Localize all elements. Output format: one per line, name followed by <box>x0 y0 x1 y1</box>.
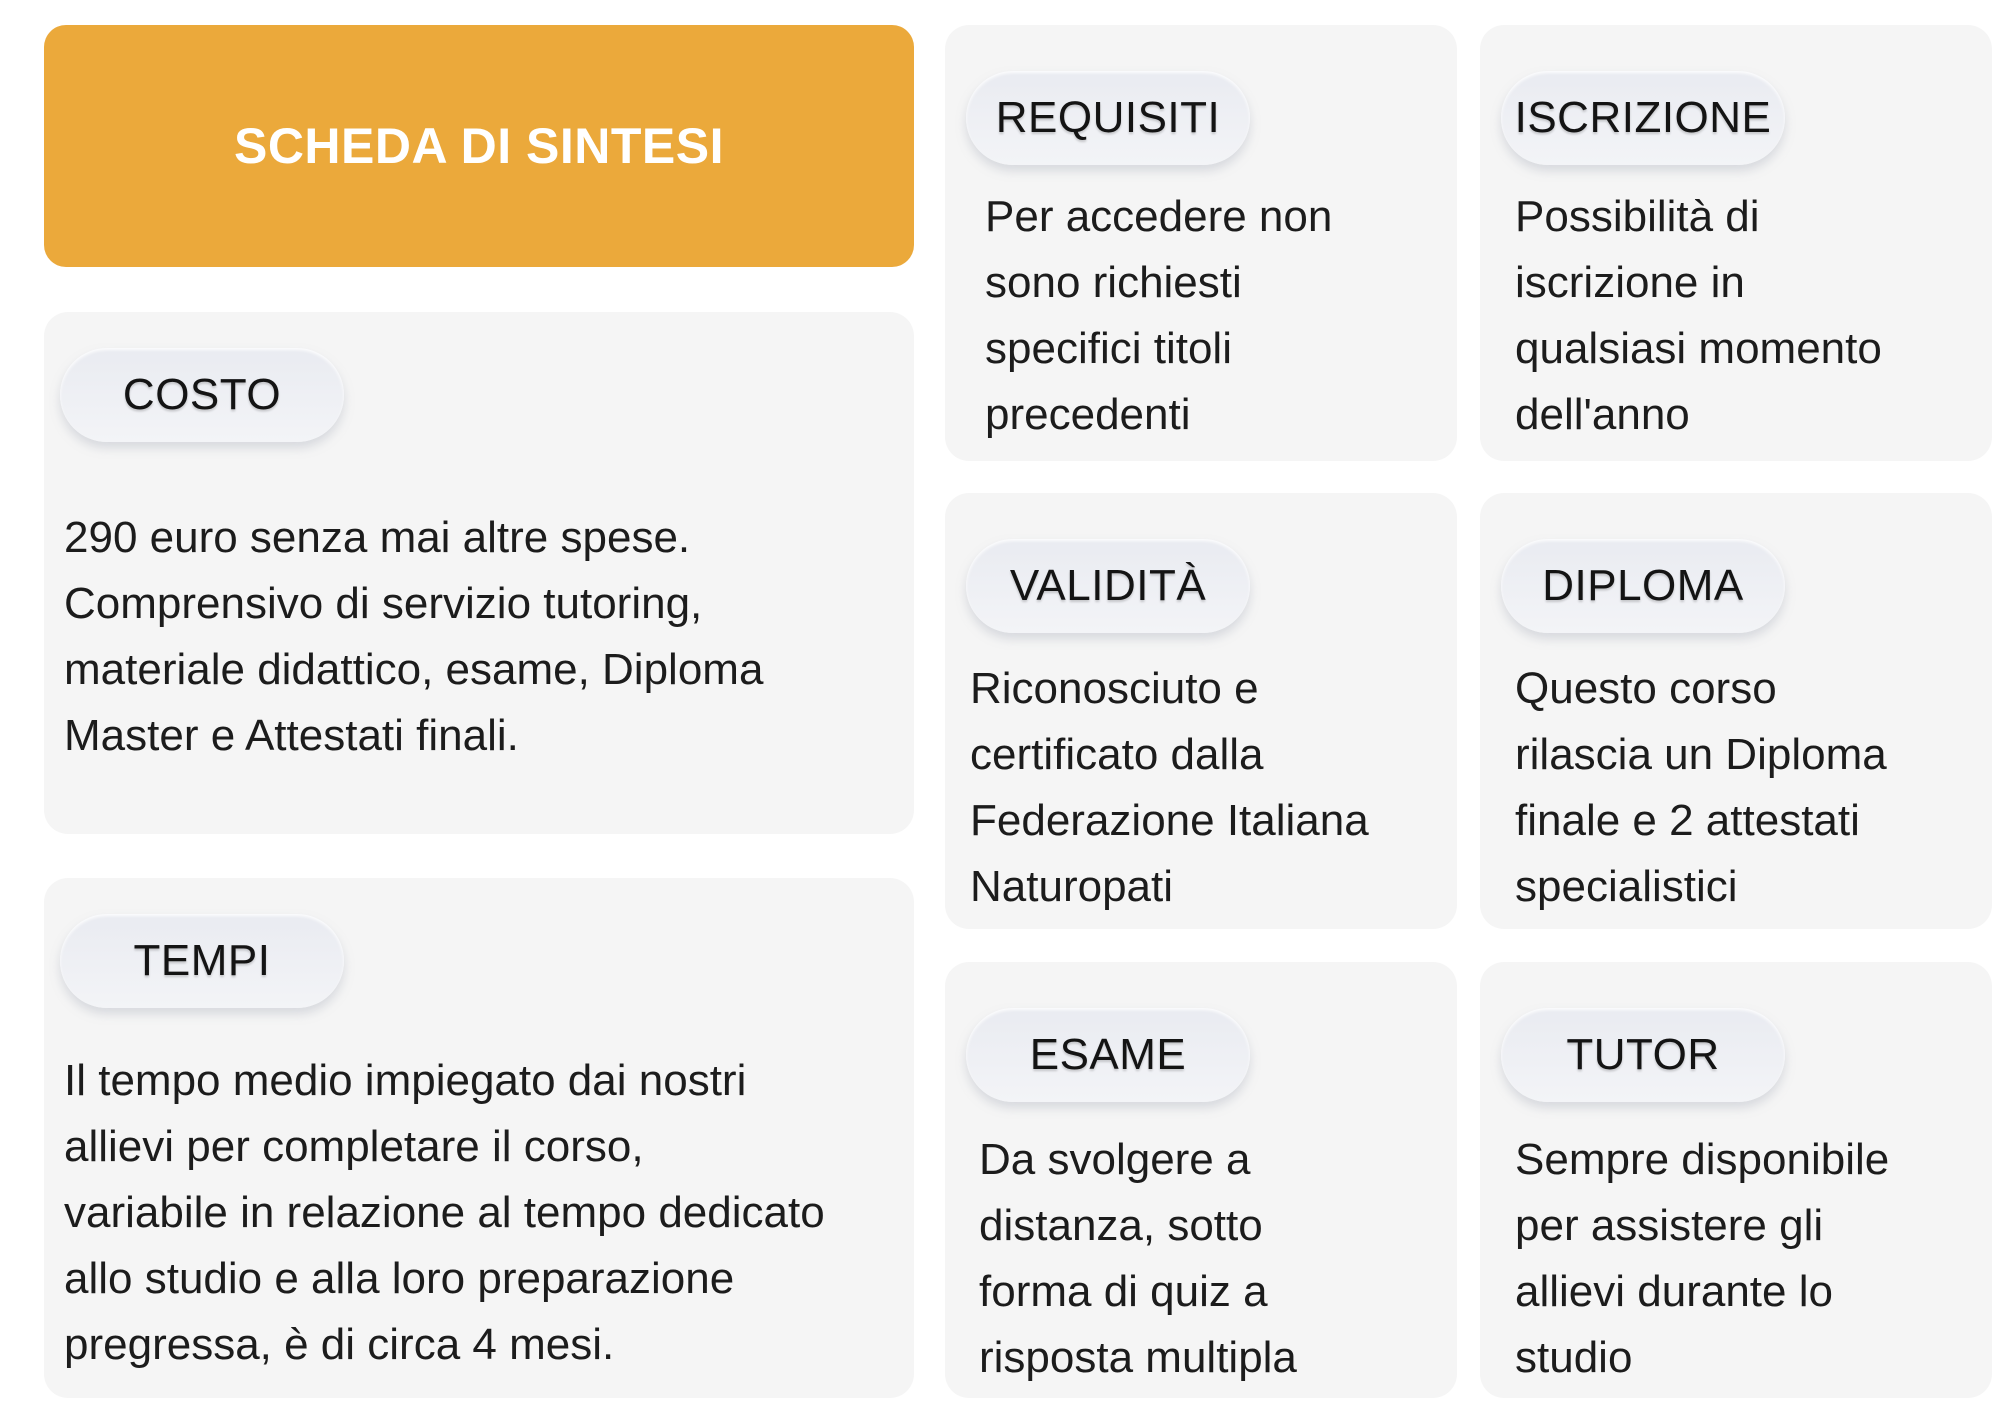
tutor-card <box>1480 962 1992 1398</box>
esame-text: Da svolgere a distanza, sotto forma di quiz a risposta multipla <box>979 1135 1297 1382</box>
diploma-card <box>1480 493 1992 929</box>
costo-card <box>44 312 914 834</box>
iscrizione-card <box>1480 25 1992 461</box>
tutor-text: Sempre disponibile per assistere gli allievi durante lo studio <box>1515 1135 1890 1382</box>
validita-text: Riconosciuto e certificato dalla Federazione Italiana Naturopati <box>970 664 1369 911</box>
tempi-label: TEMPI <box>60 914 344 1008</box>
diploma-text: Questo corso rilascia un Diploma finale e 2 attestati specialistici <box>1515 664 1887 911</box>
tempi-text: Il tempo medio impiegato dai nostri allievi per completare il corso, variabile in relazione al tempo dedicato allo studio e alla loro preparazione pregressa, è di circa 4 mesi. <box>64 1056 825 1369</box>
validita-card <box>945 493 1457 929</box>
esame-label: ESAME <box>966 1008 1250 1102</box>
page-title: SCHEDA DI SINTESI <box>233 118 725 174</box>
validita-label: VALIDITÀ <box>966 539 1250 633</box>
diploma-label: DIPLOMA <box>1501 539 1785 633</box>
tempi-card <box>44 878 914 1398</box>
requisiti-card <box>945 25 1457 461</box>
costo-label: COSTO <box>60 348 344 442</box>
costo-text: 290 euro senza mai altre spese. Comprensivo di servizio tutoring, materiale didattico, esame, Diploma Master e Attestati finali. <box>64 513 764 760</box>
summary-header <box>44 25 914 267</box>
iscrizione-text: Possibilità di iscrizione in qualsiasi momento dell'anno <box>1515 192 1882 439</box>
esame-card <box>945 962 1457 1398</box>
requisiti-text: Per accedere non sono richiesti specifici titoli precedenti <box>985 192 1333 439</box>
requisiti-label: REQUISITI <box>966 71 1250 165</box>
iscrizione-label: ISCRIZIONE <box>1501 71 1785 165</box>
tutor-label: TUTOR <box>1501 1008 1785 1102</box>
